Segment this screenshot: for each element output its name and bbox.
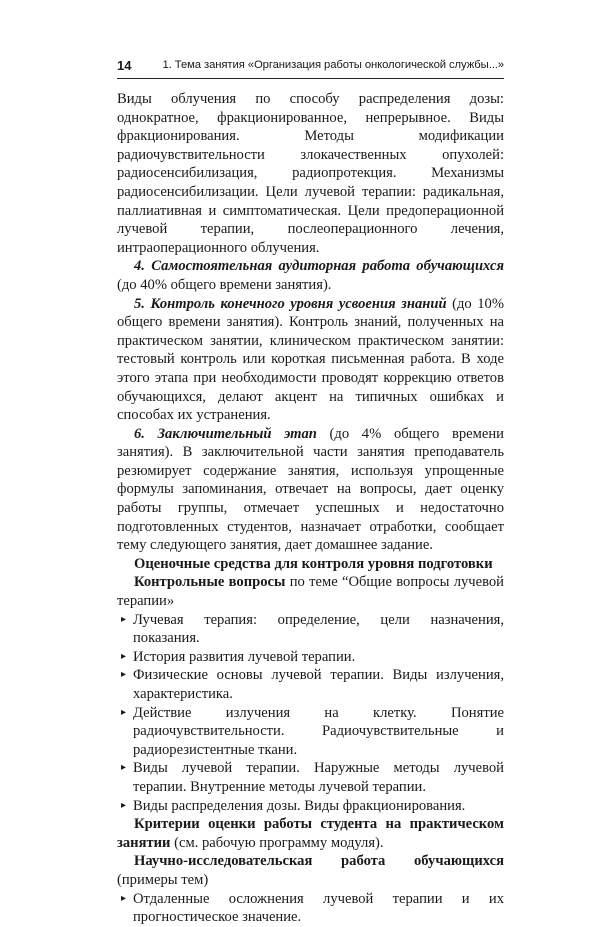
bullet-icon: ▸	[121, 892, 127, 904]
bullet-icon: ▸	[121, 613, 127, 625]
paragraph-radiation-types: Виды облучения по способу распределения дозы: однократное, фракционированное, непрерывное. Виды фракционирования. Методы модификации радиочувствительности злокачественных опухолей: радиосенсибилизация, радиопротекция. Механизмы радиосенсибилизации. Цели лучевой терапии: радикальная, паллиативная и симптоматическая. Цели предоперационной лучевой терапии, послеоперационного лечения, интраоперационного облучения.	[117, 91, 504, 256]
research-title: Научно-исследовательская работа обучающихся	[134, 853, 504, 870]
questions-label: Контрольные вопросы	[134, 574, 286, 591]
list-item-text: История развития лучевой терапии.	[133, 648, 356, 665]
list-item	[117, 611, 504, 648]
criteria-title: Критерии оценки работы студента на практическом занятии	[117, 816, 504, 851]
bullet-icon: ▸	[121, 799, 127, 811]
page-number: 14	[117, 58, 132, 73]
list-item	[117, 759, 504, 796]
questions-heading	[117, 573, 504, 610]
list-item-text: Виды лучевой терапии. Наружные методы лучевой терапии. Внутренние методы лучевой терапии.	[133, 760, 504, 795]
bullet-icon: ▸	[121, 762, 127, 774]
page-header	[117, 56, 504, 79]
paragraph-independent-work	[117, 257, 504, 294]
list-item-text: Отдаленные осложнения лучевой терапии и их прогностическое значение.	[133, 890, 504, 926]
list-item	[117, 797, 504, 816]
independent-work-text: (до 40% общего времени занятия).	[117, 276, 332, 293]
independent-work-title: 4. Самостоятельная аудиторная работа обучающихся	[134, 258, 504, 275]
research-topics-list	[117, 890, 504, 927]
research-heading	[117, 852, 504, 889]
list-item-text: Действие излучения на клетку. Понятие радиочувствительности. Радиочувствительные и радиорезистентные ткани.	[133, 704, 504, 758]
final-stage-text: (до 4% общего времени занятия). В заключительной части занятия преподаватель резюмирует содержание занятия, используя упрощенные формулы запоминания, отвечает на вопросы, дает оценку работы группы, отмечает успешных и недостаточно подготовленных студентов, назначает отработки, сообщает тему следующего занятия, дает домашнее задание.	[117, 425, 504, 554]
running-head: 1. Тема занятия «Организация работы онкологической службы...»	[162, 59, 504, 71]
list-item	[117, 648, 504, 667]
list-item-text: Виды распределения дозы. Виды фракционирования.	[133, 797, 466, 814]
bullet-icon: ▸	[121, 669, 127, 681]
page-body	[117, 90, 504, 927]
list-item	[117, 666, 504, 703]
final-stage-title: 6. Заключительный этап	[134, 425, 317, 442]
final-control-text: (до 10% общего времени занятия). Контроль знаний, полученных на практическом занятии, клиническом практическом занятии: тестовый контроль или короткая письменная работа. В ходе этого этапа при необходимости проводят коррекцию ответов обучающихся, делают акцент на типичных ошибках и способах их устранения.	[117, 295, 504, 424]
criteria-paragraph	[117, 815, 504, 852]
bullet-icon: ▸	[121, 706, 127, 718]
paragraph-final-control	[117, 295, 504, 425]
paragraph-final-stage	[117, 425, 504, 555]
bullet-icon: ▸	[121, 650, 127, 662]
questions-list	[117, 611, 504, 816]
questions-topic: по теме “Общие вопросы лучевой терапии»	[117, 574, 504, 610]
criteria-text: (см. рабочую программу модуля).	[170, 834, 384, 851]
assessment-heading: Оценочные средства для контроля уровня подготовки	[134, 555, 493, 572]
list-item-text: Лучевая терапия: определение, цели назначения, показания.	[133, 611, 504, 647]
research-text: (примеры тем)	[117, 871, 209, 888]
list-item	[117, 890, 504, 927]
list-item-text: Физические основы лучевой терапии. Виды излучения, характеристика.	[133, 667, 504, 702]
list-item	[117, 704, 504, 760]
final-control-title: 5. Контроль конечного уровня усвоения знаний	[134, 295, 447, 312]
